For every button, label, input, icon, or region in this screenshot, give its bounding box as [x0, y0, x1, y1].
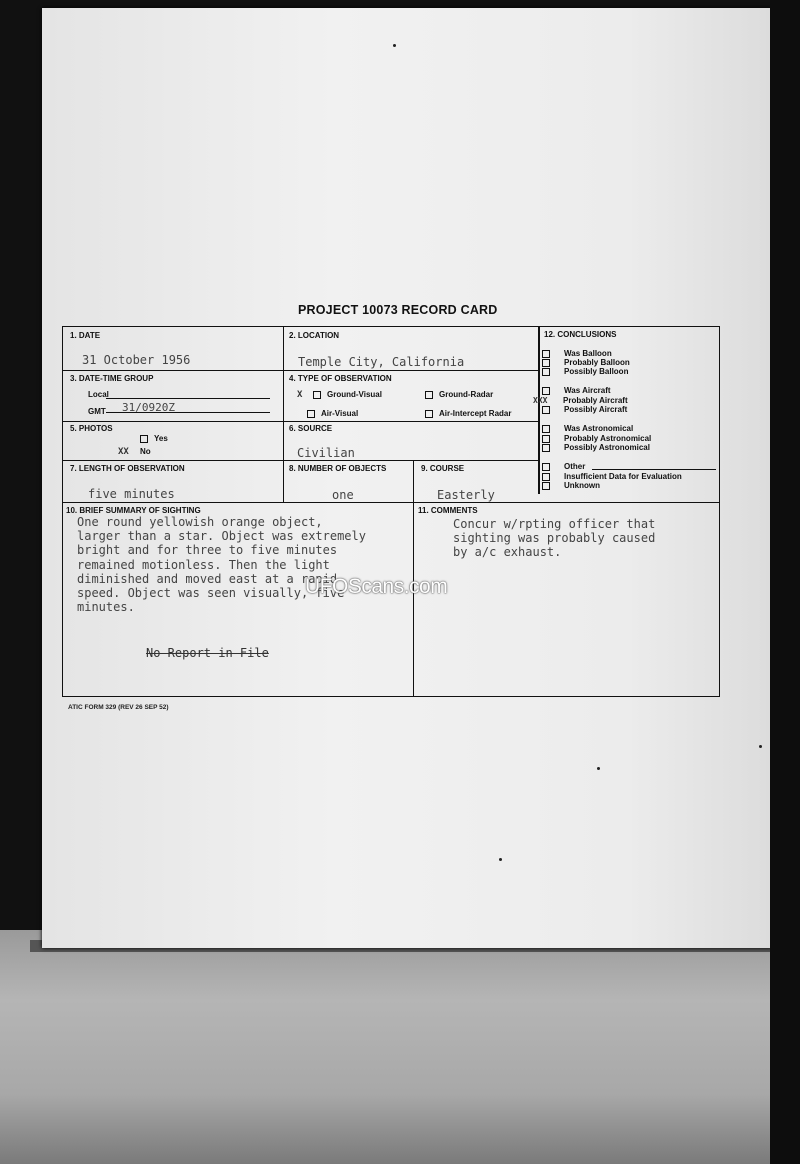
checkbox-icon: [542, 425, 550, 433]
conclusion-item: Possibly Astronomical: [542, 443, 650, 452]
conclusions-label: 12. CONCLUSIONS: [544, 330, 617, 339]
divider: [62, 370, 539, 371]
divider: [62, 421, 539, 422]
gmt-value: 31/0920Z: [122, 401, 175, 414]
length-label: 7. LENGTH OF OBSERVATION: [70, 464, 185, 473]
divider: [62, 460, 539, 461]
speck: [597, 767, 600, 770]
option-ground-visual: X Ground-Visual: [297, 390, 382, 400]
speck: [393, 44, 396, 47]
checkbox-icon: [542, 435, 550, 443]
checkbox-icon: [542, 350, 550, 358]
conclusion-item: Was Astronomical: [542, 424, 633, 433]
speck: [759, 745, 762, 748]
num-objects-value: one: [332, 488, 354, 502]
scan-edge: [770, 0, 800, 1164]
watermark: UFOScans.com: [305, 575, 448, 598]
course-label: 9. COURSE: [421, 464, 465, 473]
num-objects-label: 8. NUMBER OF OBJECTS: [289, 464, 387, 473]
checkbox-icon: [542, 463, 550, 471]
dtg-label: 3. DATE-TIME GROUP: [70, 374, 154, 383]
checkbox-icon: [425, 410, 433, 418]
location-value: Temple City, California: [298, 355, 465, 369]
option-photos-no: XX No: [118, 447, 151, 457]
option-photos-yes: Yes: [140, 434, 168, 443]
conclusion-item: Was Balloon: [542, 349, 612, 358]
conclusion-item: Possibly Aircraft: [542, 405, 627, 414]
checkbox-icon: [313, 391, 321, 399]
option-ground-radar: Ground-Radar: [425, 390, 493, 399]
conclusion-item: XXX Probably Aircraft: [533, 396, 628, 405]
speck: [499, 858, 502, 861]
comments-text: Concur w/rpting officer that sighting was probably caused by a/c exhaust.: [453, 517, 656, 560]
summary-label: 10. BRIEF SUMMARY OF SIGHTING: [66, 506, 201, 515]
card-title: PROJECT 10073 RECORD CARD: [298, 303, 498, 317]
source-label: 6. SOURCE: [289, 424, 333, 433]
source-value: Civilian: [297, 446, 355, 460]
checkbox-icon: [542, 406, 550, 414]
divider: [62, 502, 720, 503]
gmt-label: GMT: [88, 407, 106, 416]
conclusion-item: Was Aircraft: [542, 386, 611, 395]
divider: [538, 326, 540, 494]
underline: [592, 469, 716, 470]
divider: [283, 326, 284, 502]
date-value: 31 October 1956: [82, 353, 191, 367]
conclusion-item: Unknown: [542, 481, 600, 490]
local-label: Local: [88, 390, 109, 399]
check-mark: XXX: [533, 396, 548, 405]
scan-background: [0, 930, 800, 1164]
checkbox-icon: [140, 435, 148, 443]
checkbox-icon: [542, 482, 550, 490]
checkbox-icon: [542, 473, 550, 481]
checkbox-icon: [307, 410, 315, 418]
checkbox-icon: [542, 387, 550, 395]
option-air-intercept-radar: Air-Intercept Radar: [425, 409, 511, 418]
conclusion-item: Other: [542, 462, 585, 471]
summary-text: One round yellowish orange object, larger than a star. Object was extremely bright and for three to five minutes remained motionless. Then the light diminished and moved east at a rapid speed. Object was seen visually, five minutes.: [77, 515, 366, 615]
checkbox-icon: [542, 368, 550, 376]
option-air-visual: Air-Visual: [307, 409, 358, 418]
underline: [106, 398, 270, 399]
check-mark: X: [297, 390, 303, 400]
course-value: Easterly: [437, 488, 495, 502]
date-label: 1. DATE: [70, 331, 101, 340]
comments-label: 11. COMMENTS: [418, 506, 478, 515]
photos-label: 5. PHOTOS: [70, 424, 113, 433]
conclusion-item: Insufficient Data for Evaluation: [542, 472, 682, 481]
form-footer: ATIC FORM 329 (REV 26 SEP 52): [68, 704, 169, 711]
location-label: 2. LOCATION: [289, 331, 340, 340]
checkbox-icon: [542, 359, 550, 367]
check-mark: XX: [118, 447, 129, 457]
length-value: five minutes: [88, 487, 175, 501]
conclusion-item: Probably Balloon: [542, 358, 630, 367]
checkbox-icon: [542, 444, 550, 452]
conclusion-item: Probably Astronomical: [542, 434, 651, 443]
no-report-note: No Report in File: [146, 646, 269, 660]
checkbox-icon: [425, 391, 433, 399]
conclusion-item: Possibly Balloon: [542, 367, 628, 376]
obs-type-label: 4. TYPE OF OBSERVATION: [289, 374, 392, 383]
